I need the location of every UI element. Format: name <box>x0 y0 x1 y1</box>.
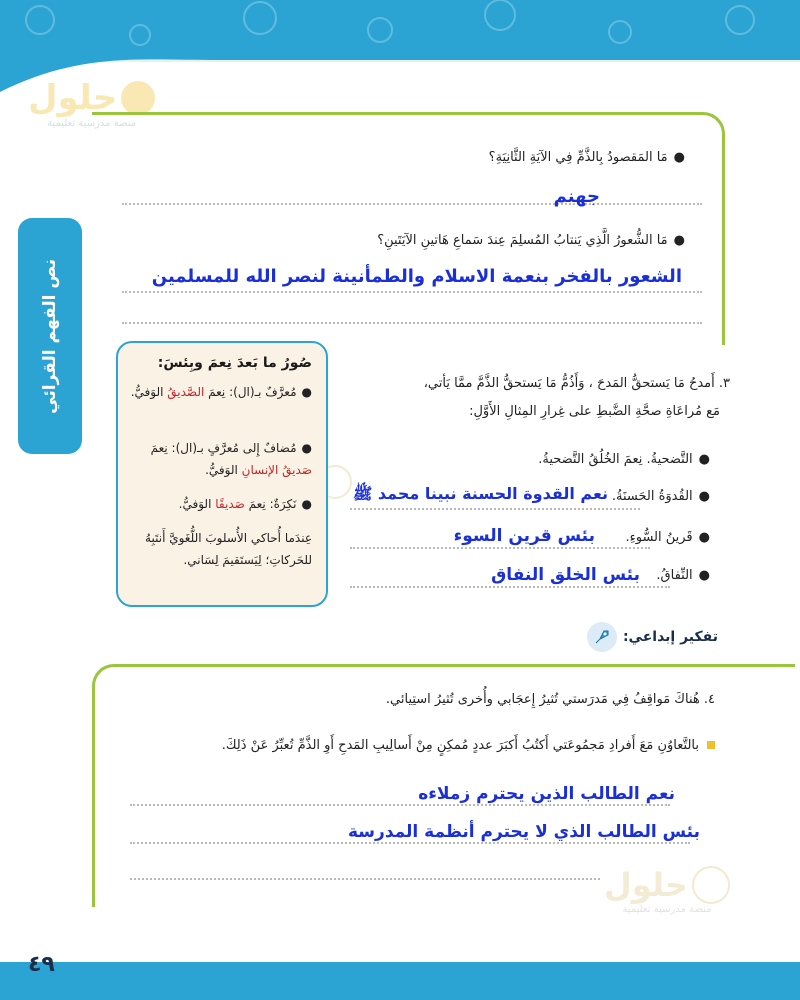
item-prompt: النِّفاقُ. <box>656 568 693 583</box>
info-item-text: نِعمَ <box>248 497 266 511</box>
answer-line <box>130 842 690 844</box>
exercise-4-task <box>222 738 715 753</box>
info-item: ●مُضافٌ إِلى مُعرَّفٍ بـ(ال): نِعمَ صَديقُ الإنسانِ الوَفيُّ. <box>150 441 312 477</box>
logo-icon <box>692 866 730 904</box>
info-item-end: الوَفيُّ. <box>130 385 164 399</box>
exercise-3-item: ●القُدوَةُ الحَسنَةُ. <box>611 489 710 504</box>
item-prompt: قَرينُ السُّوءِ. <box>625 530 693 545</box>
info-box-title: صُورُ ما بَعدَ نِعمَ وبِئسَ: <box>157 355 312 371</box>
side-tab <box>18 218 82 454</box>
question-1-text: مَا المَقصودُ بِالذَّمِّ فِي الآيَةِ الثَّانِيَةِ؟ <box>488 150 668 165</box>
question-2: ●مَا الشُّعورُ الَّذِي يَنتابُ المُسلِمَ عِندَ سَماعِ هَاتينِ الآيَتَينِ؟ <box>377 233 685 248</box>
item-prompt: التَّضحيةُ. نِعمَ الخُلُقُ التَّضحيةُ. <box>538 452 693 467</box>
info-item: ●نَكِرَةٌ: نِعمَ صَديقًا الوَفيُّ. <box>178 497 312 511</box>
info-box <box>116 341 328 607</box>
answer-line <box>350 586 670 588</box>
exercise-3-item: ●النِّفاقُ. <box>656 568 710 583</box>
info-example-red: الصَّديقُ <box>167 385 205 399</box>
answer-1[interactable]: جهنم <box>553 186 600 207</box>
info-example-red: صَديقًا <box>215 497 245 511</box>
watermark-logo-bottom <box>604 866 730 915</box>
page-number: ٤٩ <box>28 952 55 977</box>
answer-line <box>122 291 702 293</box>
info-item-text: نِعمَ <box>150 441 168 455</box>
square-bullet-icon <box>707 741 715 749</box>
side-tab-label: نص الفهم القرائي <box>40 258 60 414</box>
watermark-brand: حلول <box>604 866 688 904</box>
creative-thinking-header <box>587 622 718 652</box>
item-answer[interactable]: بئس الخلق النفاق <box>491 565 640 585</box>
watermark-brand: حلول <box>28 78 118 118</box>
creative-label: تفكير إبداعي: <box>622 629 718 645</box>
answer-2[interactable]: الشعور بالفخر بنعمة الاسلام والطمأنينة لنصر الله للمسلمين <box>151 266 682 287</box>
info-item-end: الوَفيُّ. <box>205 463 238 477</box>
info-note: عِندَما أُحاكي الأُسلوبَ اللُّغَويَّ أَنتَبِهُ للحَركاتِ؛ لِيَستَقيمَ لِسَاني. <box>145 531 312 567</box>
answer-line <box>130 804 670 806</box>
section-frame <box>92 112 725 345</box>
exercise-3-item: ●قَرينُ السُّوءِ. <box>625 530 710 545</box>
info-item: ●مُعرَّفٌ بـ(ال): نِعمَ الصَّديقُ الوَفيُّ. <box>130 385 312 399</box>
watermark-tagline: منصة مدرسية تعليمية <box>47 118 137 129</box>
exercise-4-task-text: بالتَّعاوُنِ مَعَ أَفرادِ مَجمُوعَتي أَكتُبُ أَكبَرَ عددٍ مُمكِنٍ مِنْ أَسالِيبِ المَدحِ أَوِ الذَّمِّ تُعبِّرُ عَنْ ذَلِكَ. <box>221 738 699 753</box>
exercise-3-item: ●التَّضحيةُ. نِعمَ الخُلُقُ التَّضحيةُ. <box>538 452 710 467</box>
exercise-3-instruction-2: مَع مُراعَاةِ صحَّةِ الضَّبطِ على غِرارِ المِثالِ الأَوَّلِ: <box>469 404 720 419</box>
info-item-text: نِعمَ <box>208 385 226 399</box>
info-item-label: مُعرَّفٌ بـ(ال): <box>229 385 297 399</box>
rocket-icon <box>587 622 617 652</box>
item-answer[interactable]: بئس قرين السوء <box>453 526 595 546</box>
question-2-text: مَا الشُّعورُ الَّذِي يَنتابُ المُسلِمَ عِندَ سَماعِ هَاتينِ الآيَتَينِ؟ <box>377 233 668 248</box>
exercise-4-answer[interactable]: بئس الطالب الذي لا يحترم أنظمة المدرسة <box>348 822 700 842</box>
answer-line <box>122 322 702 324</box>
question-1: ●مَا المَقصودُ بِالذَّمِّ فِي الآيَةِ الثَّانِيَةِ؟ <box>488 150 685 165</box>
info-item-label: مُضافٌ إِلى مُعرَّفٍ بـ(ال): <box>171 441 297 455</box>
answer-line <box>130 878 600 880</box>
bottom-banner <box>0 962 800 1000</box>
logo-icon <box>121 81 155 115</box>
item-prompt: القُدوَةُ الحَسنَةُ. <box>611 489 693 504</box>
watermark-tagline: منصة مدرسية تعليمية <box>622 904 712 915</box>
item-answer[interactable]: نعم القدوة الحسنة نبينا محمد ﷺ <box>353 484 608 503</box>
info-item-end: الوَفيُّ. <box>178 497 212 511</box>
answer-line <box>350 508 640 510</box>
answer-line <box>122 203 702 205</box>
exercise-3-instruction: ٣. أَمدحُ مَا يَستحقُّ المَدحَ ، وَأَذُمُّ مَا يَستحقُّ الذَّمَّ ممَّا يَأتي، <box>423 376 730 391</box>
exercise-4-instruction: ٤. هُناكَ مَواقِفُ فِي مَدرَستي تُثيرُ إِعجَابي وأُخرى تُثيرُ استِيائي. <box>385 692 715 707</box>
exercise-4-answer[interactable]: نعم الطالب الذين يحترم زملاءه <box>418 784 675 804</box>
info-example-red: صَديقُ الإنسانِ <box>241 463 312 477</box>
info-item-label: نَكِرَةٌ: <box>269 497 297 511</box>
answer-line <box>350 547 650 549</box>
